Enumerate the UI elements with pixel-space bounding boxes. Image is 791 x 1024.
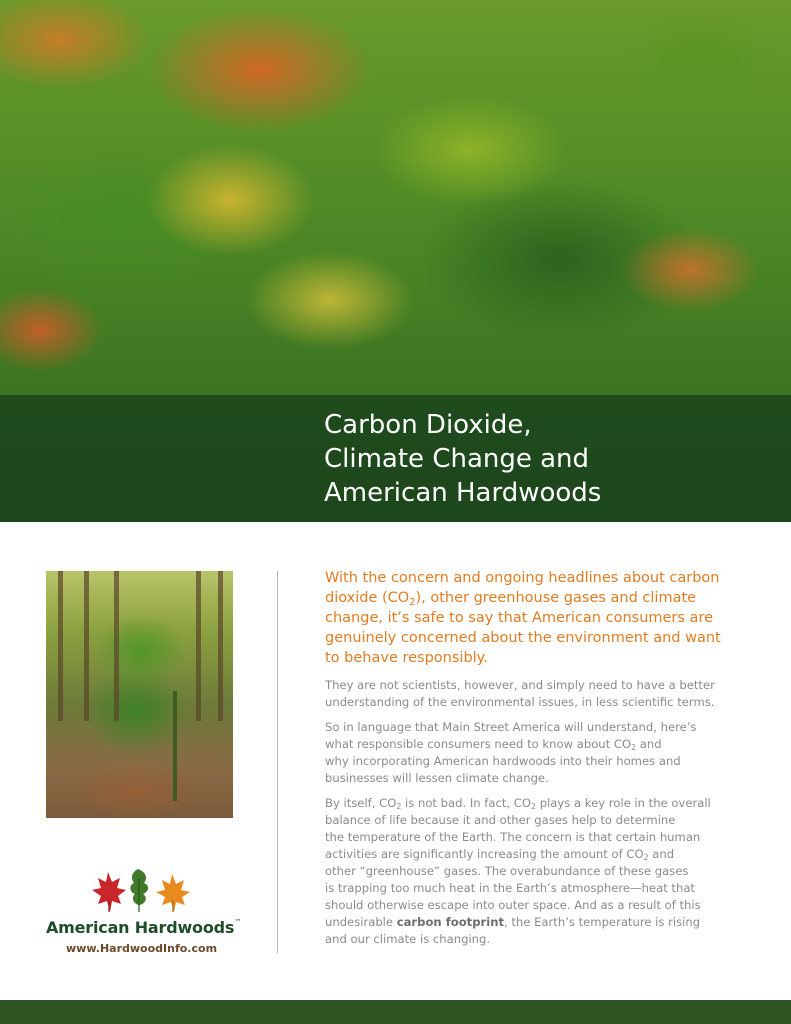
tree-trunk [84,571,89,721]
text-line: is trapping too much heat in the Earth’s atmosphere—heat that [325,881,695,895]
subscript: 2 [531,802,537,812]
subscript: 2 [631,743,637,753]
text-line [325,914,745,931]
title-line: Climate Change and [324,444,590,474]
text-line: to behave responsibly. [325,650,488,666]
sapling-photo [46,571,233,818]
text-line: why incorporating American hardwoods into their homes and [325,754,681,768]
text-run: and [648,847,675,861]
subscript: 2 [396,802,402,812]
subscript: 2 [409,596,416,608]
carbon-footprint-term: carbon footprint [396,915,505,929]
text-line: change, it’s safe to say that American consumers are [325,610,714,626]
page-title [324,408,764,510]
text-run: is not bad. In fact, CO [401,796,532,810]
text-line [325,736,745,753]
text-run: , the Earth’s temperature is rising [504,915,701,929]
text-line [325,795,745,812]
text-line: balance of life because it and other gases help to determine [325,813,676,827]
website-url: www.HardwoodInfo.com [66,942,218,955]
text-line [325,846,745,863]
text-line: understanding of the environmental issues, in less scientific terms. [325,695,715,709]
text-line: should otherwise escape into outer space. And as a result of this [325,898,701,912]
sapling-stem [173,691,177,801]
text-line: With the concern and ongoing headlines about carbon [325,570,720,586]
text-run: activities are significantly increasing the amount of CO [325,847,644,861]
footer-band [0,1000,791,1024]
body-paragraph-3 [325,795,745,948]
text-run: plays a key role in the overall [536,796,711,810]
text-line: They are not scientists, however, and simply need to have a better [325,678,715,692]
body-paragraph-2 [325,719,745,787]
text-run: By itself, CO [325,796,397,810]
tree-trunk [196,571,201,721]
text-run: undesirable [325,915,397,929]
text-line: and our climate is changing. [325,932,491,946]
text-run: ), other greenhouse gases and climate [415,590,697,606]
column-divider [277,571,278,953]
subscript: 2 [643,853,649,863]
trademark-symbol: ™ [234,918,242,926]
text-line: other “greenhouse” gases. The overabundance of these gases [325,864,689,878]
text-line: businesses will lessen climate change. [325,771,549,785]
tree-trunk [58,571,63,721]
american-hardwoods-logo [40,866,240,958]
text-run: and [636,737,662,751]
text-line: So in language that Main Street America will understand, here’s [325,720,697,734]
title-line: American Hardwoods [324,478,602,508]
maple-oak-leaves-icon [88,866,198,914]
text-line [325,588,745,608]
title-line: Carbon Dioxide, [324,410,532,440]
brand-name [46,918,241,937]
tree-trunk [218,571,223,721]
text-run: dioxide (CO [325,590,410,606]
text-line: the temperature of the Earth. The concern is that certain human [325,830,701,844]
brand-text: American Hardwoods [46,918,235,937]
text-line: genuinely concerned about the environment and want [325,630,721,646]
text-run: what responsible consumers need to know about CO [325,737,632,751]
body-paragraph-1 [325,677,745,711]
intro-paragraph [325,568,745,668]
tree-trunk [114,571,119,721]
article-body [325,568,745,956]
